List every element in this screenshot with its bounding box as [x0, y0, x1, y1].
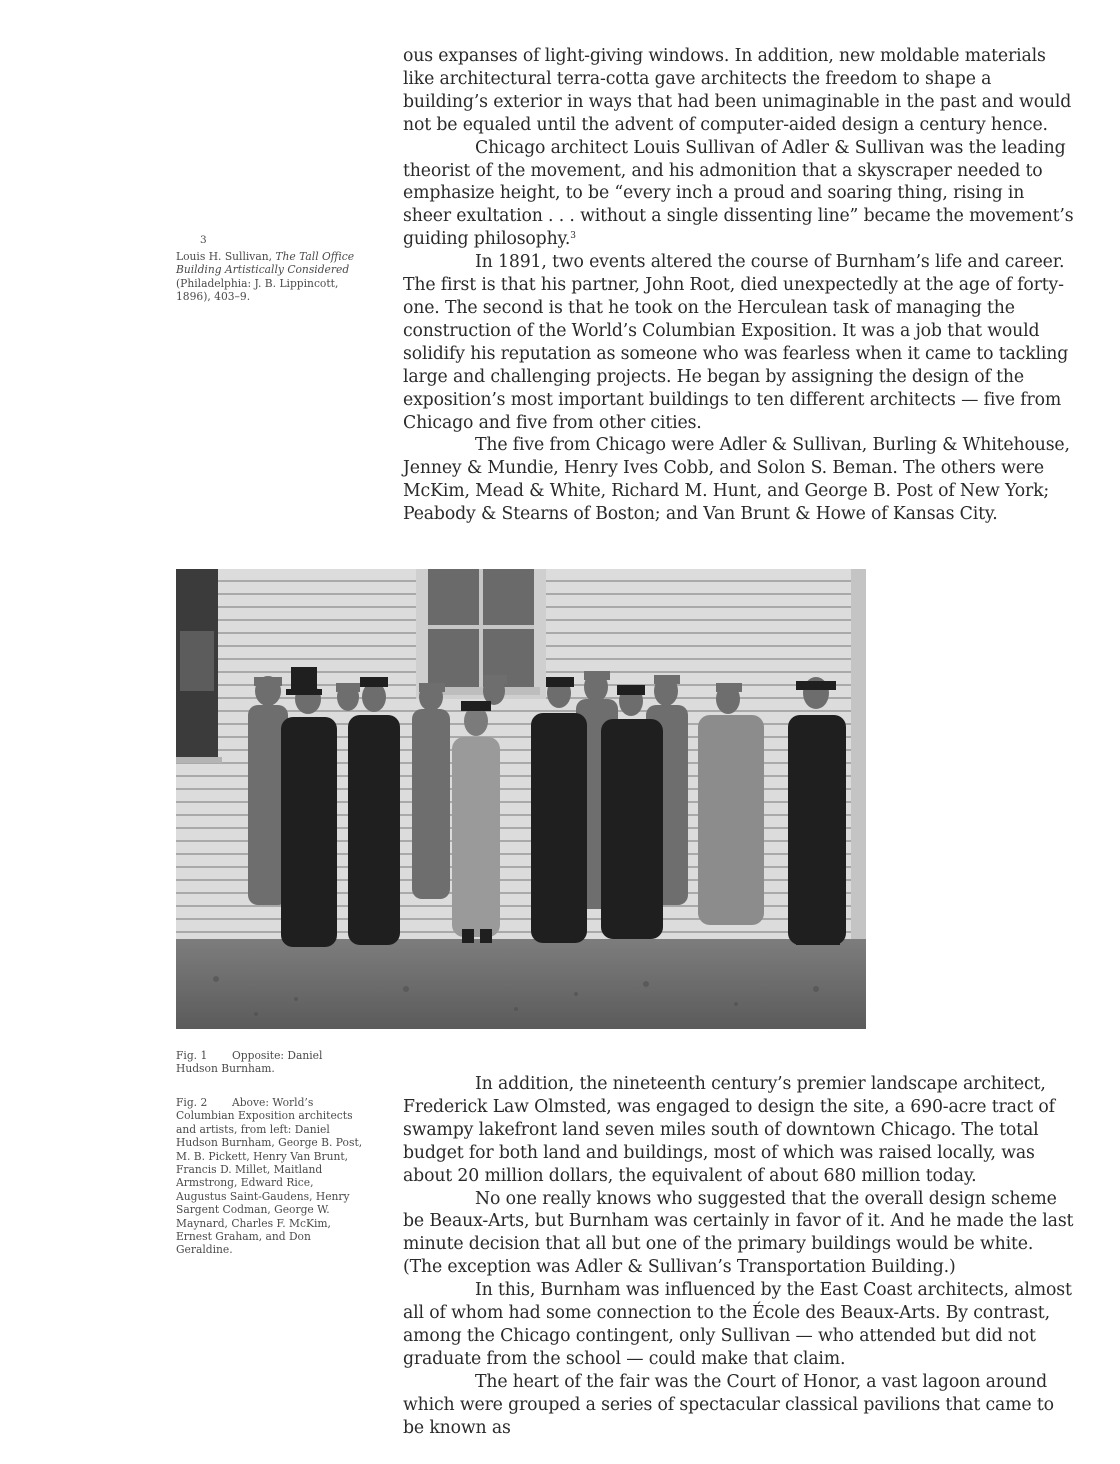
figure-caption-1: Fig. 1 Opposite: Daniel Hudson Burnham. — [176, 1049, 323, 1076]
paragraph: In this, Burnham was influenced by the East Coast architects, almost all of whom had some connection to the École des Beaux-Arts. By contrast, among the Chicago contingent, only Sullivan — who attended but did not graduate from the school — could make that claim. — [403, 1280, 1072, 1369]
paragraph: In addition, the nineteenth century’s premier landscape architect, Frederick Law Olmsted, was engaged to design the site, a 690-acre tract of swampy lakefront land seven miles south of downtown Chicago. The total budget for both land and buildings, most of which was raised locally, was about 20 million dollars, the equivalent of about 680 million today. — [403, 1074, 1055, 1186]
paragraph: In 1891, two events altered the course of Burnham’s life and career. The first is that his partner, John Root, died unexpectedly at the age of forty-one. The second is that he took on the Herculean task of managing the construction of the World’s Columbian Exposition. It was a job that would solidify his reputation as someone who was fearless when it came to tackling large and challenging projects. He began by assigning the design of the exposition’s most important buildings to ten different architects — five from Chicago and five from other cities. — [403, 252, 1069, 433]
footnote: Louis H. Sullivan, The Tall Office Building Artistically Considered (Philadelphia: J. B. Lippincott, 1896), 403–9. — [176, 250, 355, 304]
figure-label: Fig. 1 — [176, 1049, 208, 1062]
group-photograph — [176, 569, 866, 1029]
figure-label: Fig. 2 — [176, 1096, 208, 1109]
paragraph: The five from Chicago were Adler & Sullivan, Burling & Whitehouse, Jenney & Mundie, Henry Ives Cobb, and Solon S. Beman. The others were McKim, Mead & White, Richard M. Hunt, and George B. Post of New York; Peabody & Stearns of Boston; and Van Brunt & Howe of Kansas City. — [403, 435, 1070, 525]
paragraph: The heart of the fair was the Court of Honor, a vast lagoon around which were grouped a series of spectacular classical pavilions that came to be known as — [403, 1371, 1054, 1438]
footnote-number: 3 — [200, 234, 207, 246]
figure-caption-2: Fig. 2 Above: World’s Columbian Exposition architects and artists, from left: Daniel Hudson Burnham, George B. Post, M. B. Pickett, Henry Van Brunt, Francis D. Millet, Maitland Armstrong, Edward Rice, Augustus Saint-Gaudens, Henry Sargent Codman, George W. Maynard, Charles F. McKim, Ernest Graham, and Don Geraldine. — [176, 1096, 363, 1257]
body-text-top — [403, 45, 1075, 526]
footnote-title: The Tall Office Building Artistically Considered — [176, 250, 355, 277]
paragraph: Chicago architect Louis Sullivan of Adler & Sullivan was the leading theorist of the movement, and his admonition that a skyscraper needed to emphasize height, to be “every inch a proud and soaring thing, rising in sheer exultation . . . without a single dissenting line” became the movement’s guiding philosophy.$^3$ — [403, 137, 1074, 250]
paragraph: No one really knows who suggested that the overall design scheme be Beaux-Arts, but Burnham was certainly in favor of it. And he made the last minute decision that all but one of the primary buildings would be white. (The exception was Adler & Sullivan’s Transportation Building.) — [403, 1188, 1074, 1278]
footnote-ref[interactable]: 3 — [570, 231, 576, 242]
paragraph: ous expanses of light-giving windows. In addition, new moldable materials like architectural terra-cotta gave architects the freedom to shape a building’s exterior in ways that had been unimaginable in the past and would not be equaled until the advent of computer-aided design a century hence. — [403, 46, 1072, 135]
body-text-bottom — [403, 1073, 1075, 1440]
